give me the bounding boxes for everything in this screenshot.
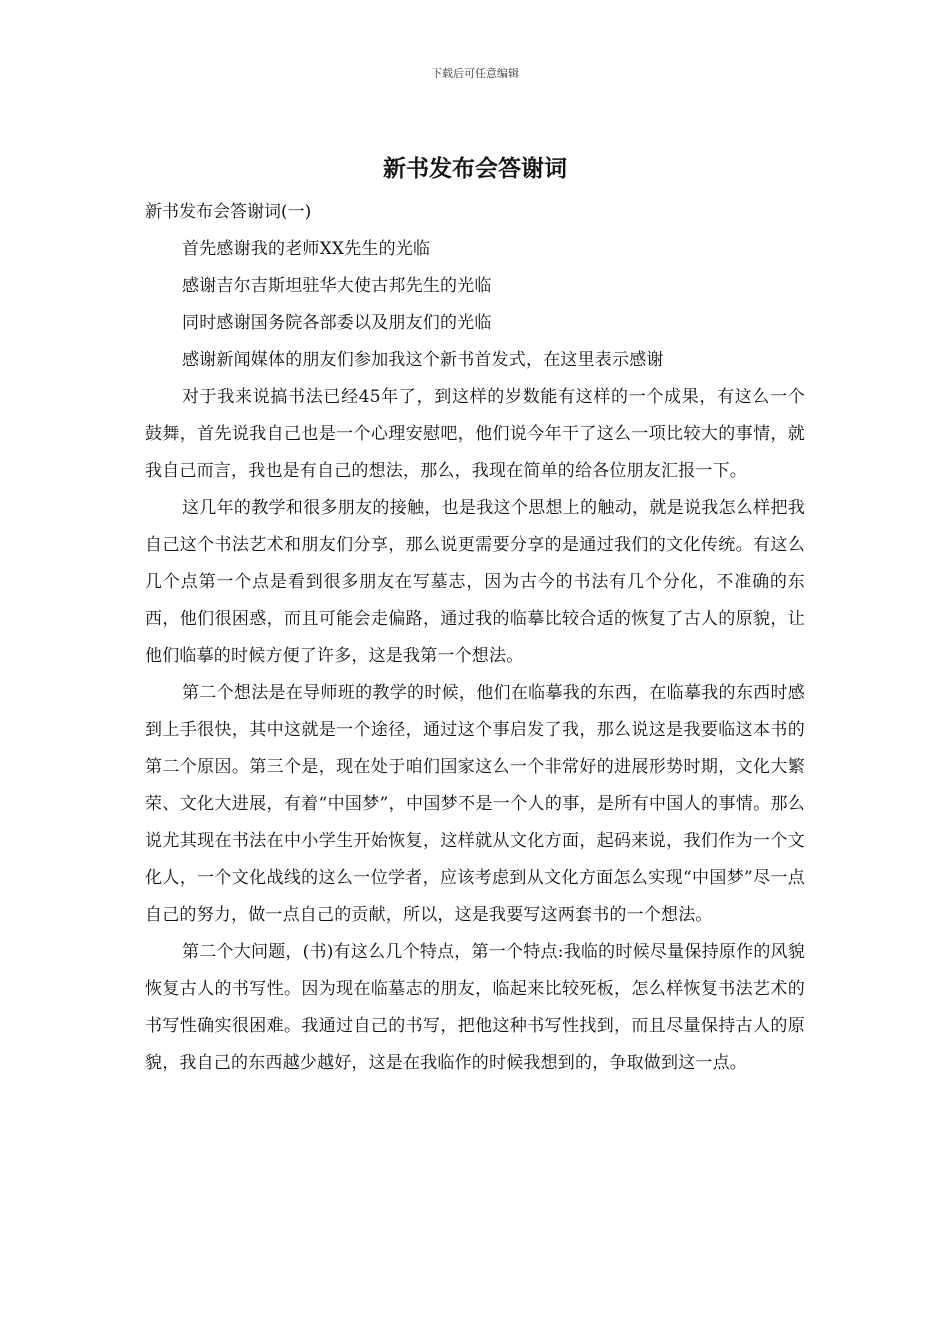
header-note: 下载后可任意编辑 [431, 67, 519, 80]
paragraph-thanks-media: 感谢新闻媒体的朋友们参加我这个新书首发式，在这里表示感谢 [182, 350, 664, 370]
paragraph-thanks-ambassador: 感谢吉尔吉斯坦驻华大使古邦先生的光临 [182, 276, 492, 296]
paragraph-first-idea: 这几年的教学和很多朋友的接触，也是我这个思想上的触动，就是说我怎么样把我自己这个书法艺术和朋友们分享，那么说更需要分享的是通过我们的文化传统。有这么几个点第一个点是看到很多朋友在写墓志，因为古今的书法有几个分化，不准确的东西，他们很困惑，而且可能会走偏路，通过我的临摹比较合适的恢复了古人的原貌，让他们临摹的时候方便了许多，这是我第一个想法。 [145, 498, 805, 666]
document-title: 新书发布会答谢词 [383, 155, 567, 182]
paragraph-book-features: 第二个大问题，(书)有这么几个特点，第一个特点:我临的时候尽量保持原作的风貌恢复古人的书写性。因为现在临墓志的朋友，临起来比较死板，怎么样恢复书法艺术的书写性确实很困难。我通过自己的书写，把他这种书写性找到，而且尽量保持古人的原貌，我自己的东西越少越好，这是在我临作的时候我想到的，争取做到这一点。 [145, 942, 805, 1073]
document-subtitle: 新书发布会答谢词(一) [145, 202, 312, 222]
paragraph-thanks-ministries: 同时感谢国务院各部委以及朋友们的光临 [182, 313, 492, 333]
paragraph-thanks-teacher: 首先感谢我的老师XX先生的光临 [182, 239, 431, 259]
paragraph-second-idea: 第二个想法是在导师班的教学的时候，他们在临摹我的东西，在临摹我的东西时感到上手很快，其中这就是一个途径，通过这个事启发了我，那么说这是我要临这本书的第二个原因。第三个是，现在处于咱们国家这么一个非常好的进展形势时期，文化大繁荣、文化大进展，有着“中国梦”，中国梦不是一个人的事，是所有中国人的事情。那么说尤其现在书法在中小学生开始恢复，这样就从文化方面，起码来说，我们作为一个文化人，一个文化战线的这么一位学者，应该考虑到从文化方面怎么实现“中国梦”尽一点自己的努力，做一点自己的贡献，所以，这是我要写这两套书的一个想法。 [145, 683, 805, 925]
paragraph-calligraphy-45-years: 对于我来说搞书法已经45年了，到这样的岁数能有这样的一个成果，有这么一个鼓舞，首先说我自己也是一个心理安慰吧，他们说今年干了这么一项比较大的事情，就我自己而言，我也是有自己的想法，那么，我现在简单的给各位朋友汇报一下。 [145, 387, 805, 481]
document-body [145, 194, 805, 1082]
